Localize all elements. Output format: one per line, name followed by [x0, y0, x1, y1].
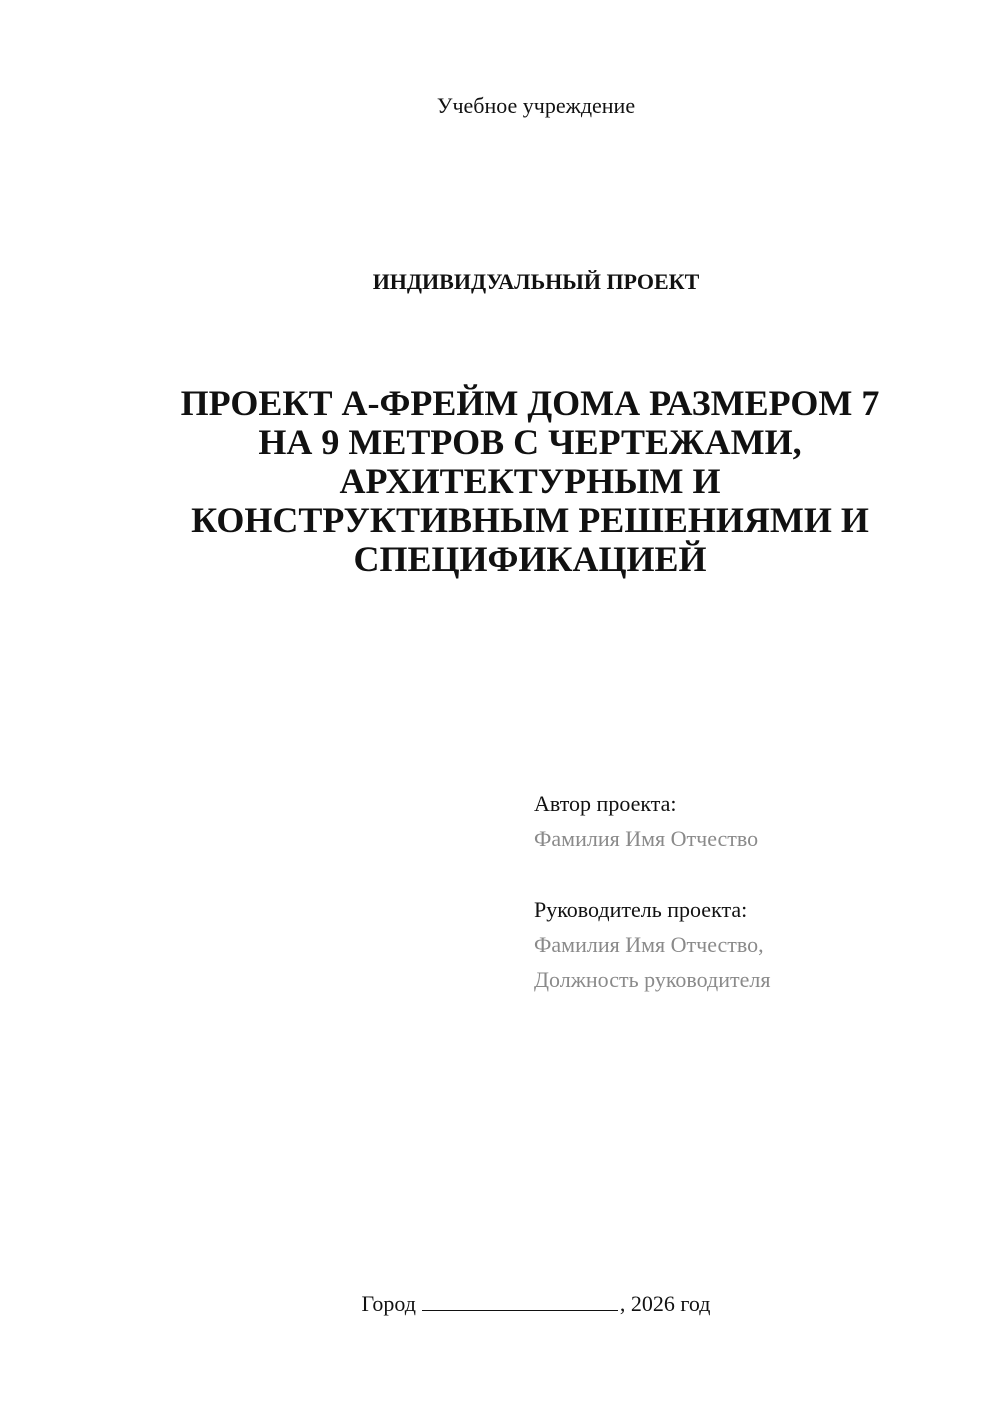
- project-title-line: КОНСТРУКТИВНЫМ РЕШЕНИЯМИ И: [191, 500, 869, 540]
- city-blank-line: [422, 1290, 618, 1311]
- institution-name: Учебное учреждение: [436, 93, 636, 118]
- author-label: Автор проекта:: [534, 791, 677, 816]
- year-text: , 2026 год: [619, 1291, 711, 1316]
- city-label: Город: [361, 1291, 416, 1316]
- city-year-line: [0, 1290, 1000, 1318]
- supervisor-name-placeholder: Фамилия Имя Отчество,: [534, 932, 764, 957]
- project-title: [140, 384, 920, 579]
- project-type-heading: ИНДИВИДУАЛЬНЫЙ ПРОЕКТ: [372, 269, 700, 294]
- supervisor-label: Руководитель проекта:: [534, 897, 748, 922]
- author-block: [534, 786, 758, 856]
- supervisor-position-placeholder: Должность руководителя: [534, 967, 771, 992]
- author-name-placeholder: Фамилия Имя Отчество: [534, 826, 759, 851]
- project-title-line: ПРОЕКТ А-ФРЕЙМ ДОМА РАЗМЕРОМ 7: [180, 383, 880, 423]
- project-title-line: СПЕЦИФИКАЦИЕЙ: [353, 539, 707, 579]
- supervisor-block: [534, 892, 770, 997]
- project-title-line: АРХИТЕКТУРНЫМ И: [339, 461, 721, 501]
- project-title-line: НА 9 МЕТРОВ С ЧЕРТЕЖАМИ,: [258, 422, 802, 462]
